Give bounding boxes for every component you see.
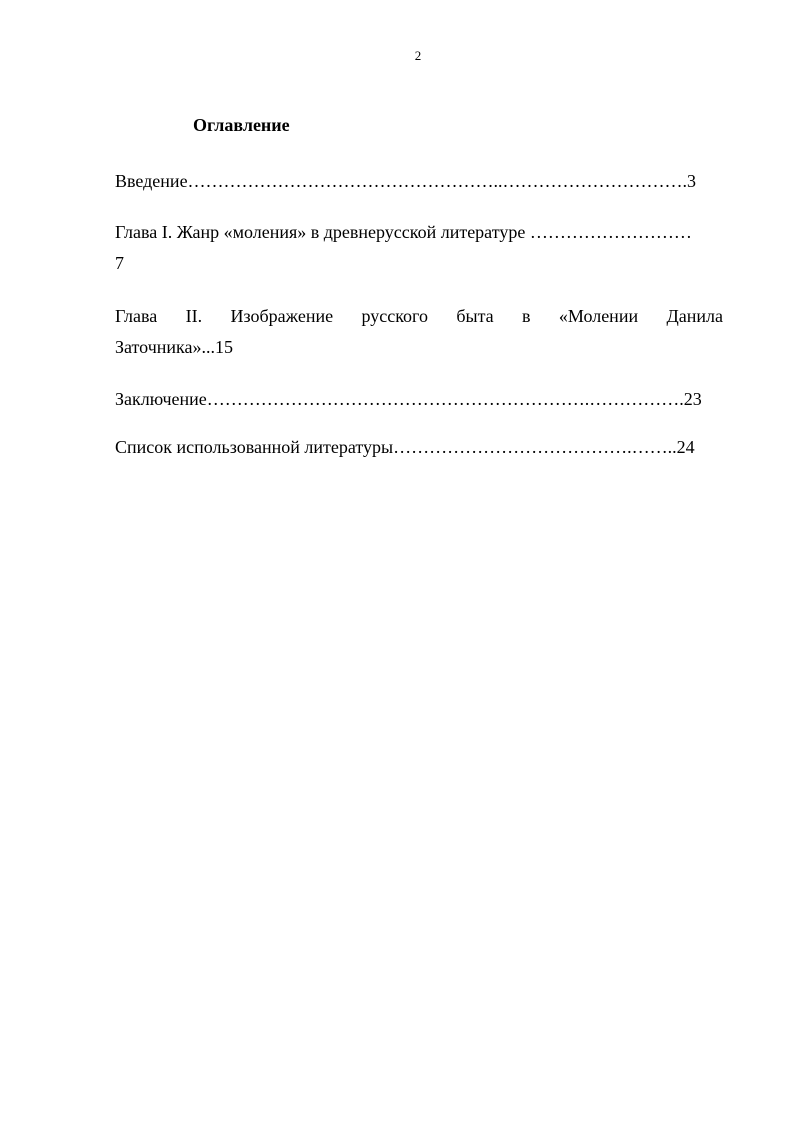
toc-word: Глава	[115, 306, 158, 326]
toc-entry-chapter-2[interactable]	[115, 301, 723, 363]
toc-word: быта	[456, 306, 494, 326]
table-of-contents-title: Оглавление	[193, 115, 290, 135]
toc-entry-chapter-1[interactable]	[115, 217, 723, 279]
toc-word: Изображение	[230, 306, 334, 326]
toc-entry-introduction[interactable]	[115, 166, 723, 197]
toc-word: Данила	[666, 306, 723, 326]
toc-entry-text-line-2: Заточника»...15	[115, 337, 233, 357]
toc-entry-text: Заключение……………………………………………………….…………….23	[115, 389, 702, 409]
toc-word: русского	[361, 306, 428, 326]
toc-entry-text: Список использованной литературы………………………………….……..24	[115, 437, 695, 457]
toc-entry-conclusion[interactable]	[115, 384, 723, 415]
toc-word: в	[522, 306, 531, 326]
toc-entry-text: Глава I. Жанр «моления» в древнерусской литературе ………………………	[115, 222, 692, 242]
toc-word: II.	[185, 306, 203, 326]
toc-entry-text: Введение……………………………………………..………………………….3	[115, 171, 697, 191]
toc-word: «Молении	[558, 306, 639, 326]
toc-entry-text-line-1	[115, 301, 723, 332]
toc-entry-page-number: 7	[115, 253, 124, 273]
page-number: 2	[414, 48, 422, 63]
toc-entry-bibliography[interactable]	[115, 432, 723, 463]
